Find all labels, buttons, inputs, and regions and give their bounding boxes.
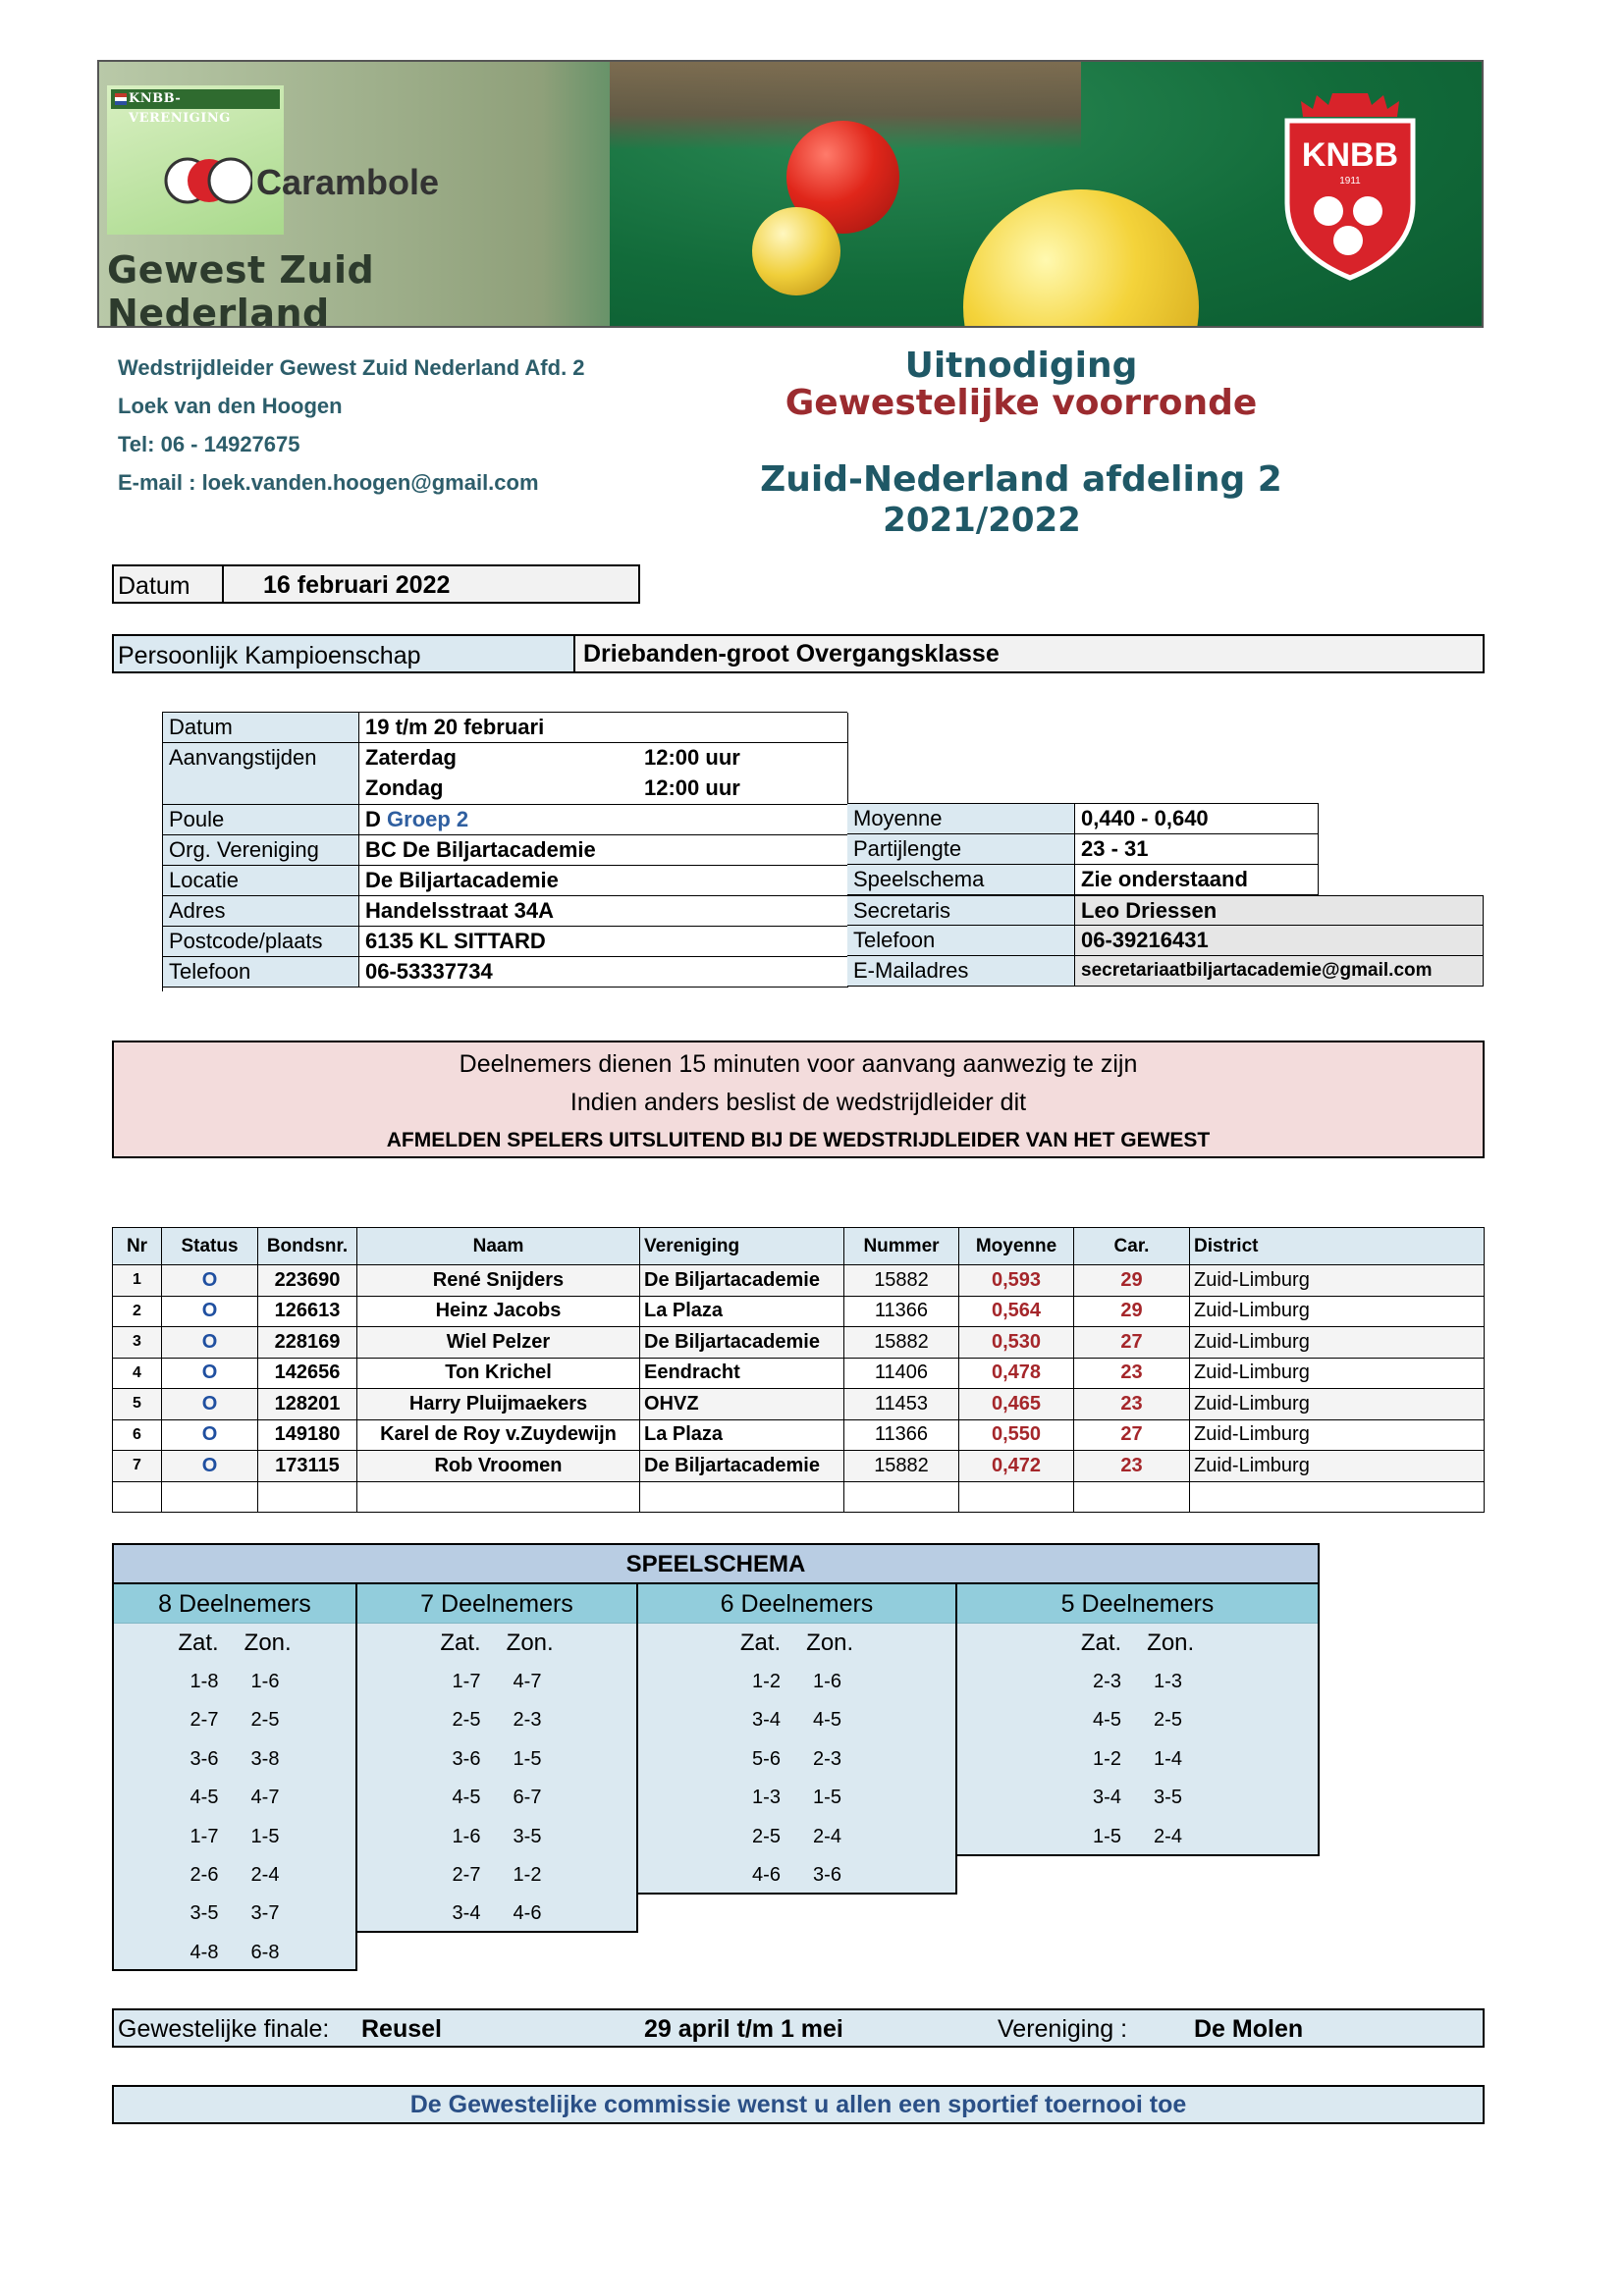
info-poule-group: Groep 2 <box>387 807 469 831</box>
info-moyenne-value: 0,440 - 0,640 <box>1075 804 1319 834</box>
schema-row: 1-5 2-4 <box>1093 1825 1182 1847</box>
player-nr: 1 <box>113 1265 162 1297</box>
player-moyenne: 0,530 <box>959 1327 1074 1359</box>
info-poule-prefix: D <box>365 807 381 831</box>
info-sec-tel-value: 06-39216431 <box>1075 926 1484 956</box>
kampioenschap-label: Persoonlijk Kampioenschap <box>114 636 575 671</box>
player-naam: Karel de Roy v.Zuydewijn <box>357 1419 640 1451</box>
table-row <box>113 1419 1485 1451</box>
finale-row <box>112 2008 1485 2048</box>
knbb-shield-logo <box>1277 85 1423 282</box>
player-bondsnr: 128201 <box>258 1389 357 1420</box>
schema-row: 1-8 1-6 <box>189 1671 280 1692</box>
contact-name: Loek van den Hoogen <box>118 394 343 418</box>
info-secretaris-label: Secretaris <box>847 895 1075 926</box>
player-bondsnr: 228169 <box>258 1327 357 1359</box>
kampioenschap-row <box>112 634 1485 673</box>
info-aanvang-label: Aanvangstijden <box>163 743 359 805</box>
schema-row: 2-3 1-3 <box>1093 1671 1182 1692</box>
finale-dates: 29 april t/m 1 mei <box>644 2015 843 2043</box>
datum-value: 16 februari 2022 <box>263 571 451 599</box>
empty-row <box>113 1481 1485 1513</box>
player-naam: Ton Krichel <box>357 1358 640 1389</box>
schema-row: 1-7 1-5 <box>189 1825 280 1847</box>
notice-line1: Deelnemers dienen 15 minuten voor aanvang aanwezig te zijn <box>459 1050 1138 1078</box>
col-district: District <box>1190 1228 1485 1265</box>
player-vereniging: De Biljartacademie <box>640 1265 844 1297</box>
schema-row: 4-5 2-5 <box>1093 1709 1182 1732</box>
closing-wish: De Gewestelijke commissie wenst u allen een sportief toernooi toe <box>112 2085 1485 2124</box>
schema-row: 2-7 2-5 <box>189 1709 280 1732</box>
schema-row: 3-4 4-6 <box>452 1902 542 1925</box>
info-telefoon-value: 06-53337734 <box>359 957 848 988</box>
player-district: Zuid-Limburg <box>1190 1265 1485 1297</box>
table-row <box>113 1296 1485 1327</box>
info-grid-right-bottom <box>847 895 1484 988</box>
player-district: Zuid-Limburg <box>1190 1358 1485 1389</box>
svg-text:1911: 1911 <box>1339 176 1361 187</box>
info-partij-value: 23 - 31 <box>1075 834 1319 865</box>
datum-label: Datum <box>114 566 224 602</box>
player-vereniging: De Biljartacademie <box>640 1327 844 1359</box>
player-naam: Rob Vroomen <box>357 1451 640 1482</box>
player-nr: 7 <box>113 1451 162 1482</box>
player-car: 27 <box>1074 1327 1190 1359</box>
info-email-value: secretariaatbiljartacademie@gmail.com <box>1075 956 1484 987</box>
svg-text:KNBB: KNBB <box>1301 136 1399 174</box>
player-nummer: 11366 <box>844 1419 959 1451</box>
player-bondsnr: 142656 <box>258 1358 357 1389</box>
player-nr: 5 <box>113 1389 162 1420</box>
col-bondsnr: Bondsnr. <box>258 1228 357 1265</box>
player-car: 23 <box>1074 1358 1190 1389</box>
info-email-label: E-Mailadres <box>847 956 1075 987</box>
schema-row: 4-6 3-6 <box>752 1863 841 1886</box>
datum-box <box>112 564 640 604</box>
player-bondsnr: 173115 <box>258 1451 357 1482</box>
player-vereniging: La Plaza <box>640 1419 844 1451</box>
table-row <box>113 1389 1485 1420</box>
player-moyenne: 0,550 <box>959 1419 1074 1451</box>
schema-col-sub: Zat. Zon. <box>739 1629 854 1656</box>
player-moyenne: 0,593 <box>959 1265 1074 1297</box>
schema-col-heading: 7 Deelnemers <box>357 1584 636 1624</box>
info-zondag-time: 12:00 uur <box>644 775 740 800</box>
title-uitnodiging: Uitnodiging <box>904 346 1138 386</box>
player-district: Zuid-Limburg <box>1190 1296 1485 1327</box>
schema-col-6 <box>636 1582 957 1895</box>
carambole-wordmark: Carambole <box>256 162 440 202</box>
col-naam: Naam <box>357 1228 640 1265</box>
title-season: 2021/2022 <box>883 501 1081 540</box>
col-vereniging: Vereniging <box>640 1228 844 1265</box>
player-car: 29 <box>1074 1265 1190 1297</box>
schema-row: 2-6 2-4 <box>189 1863 280 1886</box>
schema-col-heading: 5 Deelnemers <box>957 1584 1318 1624</box>
schema-row: 3-6 1-5 <box>452 1747 542 1770</box>
schema-row: 5-6 2-3 <box>752 1747 841 1770</box>
player-naam: Wiel Pelzer <box>357 1327 640 1359</box>
player-status: O <box>162 1419 258 1451</box>
finale-vereniging-label: Vereniging : <box>998 2015 1128 2043</box>
schema-col-heading: 8 Deelnemers <box>114 1584 355 1624</box>
info-postcode-value: 6135 KL SITTARD <box>359 927 848 957</box>
player-nr: 6 <box>113 1419 162 1451</box>
player-nummer: 15882 <box>844 1265 959 1297</box>
info-datum-label: Datum <box>163 713 359 743</box>
schema-col-sub: Zat. Zon. <box>1080 1629 1195 1656</box>
player-status: O <box>162 1389 258 1420</box>
info-sec-tel-label: Telefoon <box>847 926 1075 956</box>
info-poule-label: Poule <box>163 805 359 835</box>
table-row <box>113 1358 1485 1389</box>
schema-row: 1-7 4-7 <box>452 1671 542 1692</box>
info-moyenne-label: Moyenne <box>847 804 1075 834</box>
player-status: O <box>162 1296 258 1327</box>
table-row <box>113 1265 1485 1297</box>
info-locatie-label: Locatie <box>163 866 359 896</box>
schema-row: 3-6 3-8 <box>189 1747 280 1770</box>
info-adres-value: Handelsstraat 34A <box>359 896 848 927</box>
info-datum-value: 19 t/m 20 februari <box>359 713 848 743</box>
schema-col-sub: Zat. Zon. <box>440 1629 554 1656</box>
player-moyenne: 0,478 <box>959 1358 1074 1389</box>
player-bondsnr: 223690 <box>258 1265 357 1297</box>
player-nr: 2 <box>113 1296 162 1327</box>
info-telefoon-label: Telefoon <box>163 957 359 988</box>
player-moyenne: 0,564 <box>959 1296 1074 1327</box>
col-car: Car. <box>1074 1228 1190 1265</box>
player-district: Zuid-Limburg <box>1190 1451 1485 1482</box>
table-row <box>113 1451 1485 1482</box>
player-naam: Heinz Jacobs <box>357 1296 640 1327</box>
player-car: 27 <box>1074 1419 1190 1451</box>
notice-box <box>112 1041 1485 1158</box>
notice-line2: Indien anders beslist de wedstrijdleider dit <box>569 1089 1027 1116</box>
schema-row: 4-8 6-8 <box>189 1941 280 1963</box>
schema-row: 1-3 1-5 <box>752 1787 841 1809</box>
player-status: O <box>162 1327 258 1359</box>
schema-row: 2-5 2-3 <box>452 1709 542 1732</box>
schema-col-sub: Zat. Zon. <box>178 1629 292 1656</box>
info-secretaris-value: Leo Driessen <box>1075 895 1484 926</box>
gewest-wordmark: Gewest Zuid Nederland <box>107 248 375 328</box>
carambole-balls-icon <box>164 145 252 214</box>
col-status: Status <box>162 1228 258 1265</box>
schema-row: 3-4 3-5 <box>1093 1787 1182 1809</box>
info-locatie-value: De Biljartacademie <box>359 866 848 896</box>
info-zondag: Zondag <box>365 775 444 800</box>
table-row <box>113 1327 1485 1359</box>
player-vereniging: De Biljartacademie <box>640 1451 844 1482</box>
info-grid-left <box>162 712 847 991</box>
player-vereniging: OHVZ <box>640 1389 844 1420</box>
player-nummer: 11453 <box>844 1389 959 1420</box>
speelschema-title: SPEELSCHEMA <box>112 1543 1320 1582</box>
player-bondsnr: 149180 <box>258 1419 357 1451</box>
info-aanvang-values <box>359 743 848 805</box>
schema-col-8 <box>112 1582 357 1971</box>
schema-row: 2-7 1-2 <box>452 1863 542 1886</box>
knbb-vereniging-tag: KNBB-VERENIGING <box>111 89 280 109</box>
player-nummer: 15882 <box>844 1451 959 1482</box>
player-status: O <box>162 1451 258 1482</box>
kampioenschap-value: Driebanden-groot Overgangsklasse <box>583 640 1000 667</box>
finale-label: Gewestelijke finale: <box>118 2015 330 2043</box>
col-moyenne: Moyenne <box>959 1228 1074 1265</box>
yellow-ball-small <box>752 207 840 295</box>
player-district: Zuid-Limburg <box>1190 1327 1485 1359</box>
contact-email: E-mail : loek.vanden.hoogen@gmail.com <box>118 470 539 495</box>
player-naam: René Snijders <box>357 1265 640 1297</box>
info-speelschema-value: Zie onderstaand <box>1075 865 1319 895</box>
col-nr: Nr <box>113 1228 162 1265</box>
info-org-value: BC De Biljartacademie <box>359 835 848 866</box>
schema-col-7 <box>355 1582 638 1933</box>
player-bondsnr: 126613 <box>258 1296 357 1327</box>
header-banner <box>97 60 1484 328</box>
player-car: 29 <box>1074 1296 1190 1327</box>
info-zaterdag: Zaterdag <box>365 745 457 770</box>
info-partij-label: Partijlengte <box>847 834 1075 865</box>
info-postcode-label: Postcode/plaats <box>163 927 359 957</box>
player-nummer: 11366 <box>844 1296 959 1327</box>
contact-phone: Tel: 06 - 14927675 <box>118 432 300 456</box>
player-car: 23 <box>1074 1451 1190 1482</box>
player-naam: Harry Pluijmaekers <box>357 1389 640 1420</box>
schema-row: 4-5 6-7 <box>452 1787 542 1809</box>
schema-col-5 <box>955 1582 1320 1856</box>
info-grid-right-top <box>847 803 1319 895</box>
player-vereniging: Eendracht <box>640 1358 844 1389</box>
player-nummer: 15882 <box>844 1327 959 1359</box>
schema-row: 3-5 3-7 <box>189 1902 280 1925</box>
info-adres-label: Adres <box>163 896 359 927</box>
players-table <box>112 1227 1485 1513</box>
finale-vereniging-value: De Molen <box>1194 2015 1304 2043</box>
player-district: Zuid-Limburg <box>1190 1389 1485 1420</box>
player-nr: 3 <box>113 1327 162 1359</box>
title-voorronde: Gewestelijke voorronde <box>785 383 1258 423</box>
schema-row: 1-6 3-5 <box>452 1825 542 1847</box>
contact-role: Wedstrijdleider Gewest Zuid Nederland Afd. 2 <box>118 355 585 380</box>
player-vereniging: La Plaza <box>640 1296 844 1327</box>
player-nr: 4 <box>113 1358 162 1389</box>
info-zaterdag-time: 12:00 uur <box>644 745 740 770</box>
info-poule-value <box>359 805 848 835</box>
finale-place: Reusel <box>361 2015 442 2043</box>
player-status: O <box>162 1358 258 1389</box>
player-nummer: 11406 <box>844 1358 959 1389</box>
player-district: Zuid-Limburg <box>1190 1419 1485 1451</box>
info-org-label: Org. Vereniging <box>163 835 359 866</box>
col-nummer: Nummer <box>844 1228 959 1265</box>
schema-row: 2-5 2-4 <box>752 1825 841 1847</box>
schema-row: 4-5 4-7 <box>189 1787 280 1809</box>
schema-row: 3-4 4-5 <box>752 1709 841 1732</box>
schema-row: 1-2 1-4 <box>1093 1747 1182 1770</box>
schema-col-heading: 6 Deelnemers <box>638 1584 955 1624</box>
title-afdeling: Zuid-Nederland afdeling 2 <box>760 459 1282 500</box>
dutch-flag-icon <box>115 93 127 105</box>
player-moyenne: 0,472 <box>959 1451 1074 1482</box>
schema-row: 1-2 1-6 <box>752 1671 841 1692</box>
players-header-row <box>113 1228 1485 1265</box>
info-speelschema-label: Speelschema <box>847 865 1075 895</box>
player-moyenne: 0,465 <box>959 1389 1074 1420</box>
player-car: 23 <box>1074 1389 1190 1420</box>
notice-line3: AFMELDEN SPELERS UITSLUITEND BIJ DE WEDSTRIJDLEIDER VAN HET GEWEST <box>386 1129 1211 1151</box>
player-status: O <box>162 1265 258 1297</box>
